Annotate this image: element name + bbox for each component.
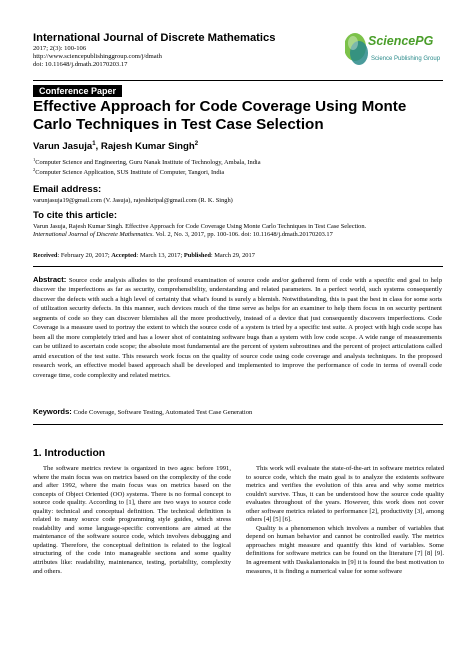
article-title: Effective Approach for Code Coverage Using Monte Carlo Techniques in Test Case Selection — [33, 98, 407, 133]
journal-meta — [33, 45, 162, 69]
cite-line-2 — [33, 231, 333, 238]
published-date: : March 29, 2017 — [210, 252, 255, 259]
publisher-logo-text: SciencePG — [368, 34, 434, 48]
keywords-bottom-rule — [33, 424, 443, 425]
volume-line: 2017; 2(3): 100-106 — [33, 45, 87, 52]
accepted-label: Accepted — [111, 252, 137, 259]
affiliation-1-mark: 1 — [33, 157, 36, 162]
intro-left-paragraph: The software metrics review is organized in two ages: before 1991, where the main focus was on metrics based on the complexity of the code and after 1992, where the main focus was on metrics based on the concepts of Object Oriented (OO) systems. There is no formal concept to source code quality. According to [1], there are two ways to source code quality: technical and conceptual definition. The technical definition is related to many source code programming style guides, which stress readability and some language-specific conventions are aimed at the maintenance of the software source code, which involves debugging and updating. Therefore, the conceptual definition is related to the logical structuring of the code into manageable sections and some quality attributes like: readability, maintenance, testing, portability, complexity and others. — [33, 465, 231, 575]
author-2: Rajesh Kumar Singh — [100, 141, 195, 153]
keywords-label: Keywords: — [33, 407, 72, 416]
section-heading-introduction: 1. Introduction — [33, 448, 106, 459]
intro-left-column — [33, 465, 231, 576]
affiliation-2 — [33, 167, 224, 176]
cite-heading: To cite this article: — [33, 210, 118, 221]
published-label: Published — [183, 252, 211, 259]
accepted-date: : March 13, 2017; — [136, 252, 184, 259]
cite-details: Vol. 2, No. 3, 2017, pp. 100-106. doi: 10.11648/j.dmath.20170203.17 — [154, 231, 333, 238]
cite-line-1: Varun Jasuja, Rajesh Kumar Singh. Effective Approach for Code Coverage Using Monte Carlo Techniques in Test Case Selection. — [33, 223, 367, 230]
author-line: Varun Jasuja$^1$, Rajesh Kumar Singh$^2$ — [33, 141, 199, 153]
abstract — [33, 275, 442, 380]
intro-right-paragraph-1: This work will evaluate the state-of-the-art in software metrics related to source code, which the main goal is to analyze the existents software metrics and verifies the evolution of this area and why some metrics couldn't survive. Thus, it can be understood how the source code quality evaluates throughout of the years. However, this work does not cover other software metrics related to performance [2], productivity [3], among others [4] [5] [6]. — [246, 465, 444, 524]
affiliation-1 — [33, 157, 261, 166]
url-line[interactable]: http://www.sciencepublishinggroup.com/j/dmath — [33, 53, 162, 60]
affiliation-2-mark: 2 — [33, 167, 36, 172]
abstract-top-rule — [33, 266, 443, 267]
keywords-text: Code Coverage, Software Testing, Automated Test Case Generation — [71, 409, 253, 416]
author-1: Varun Jasuja — [33, 141, 93, 153]
affiliation-1-text: Computer Science and Engineering, Guru Nanak Institute of Technology, Ambala, India — [35, 159, 261, 167]
article-dates — [33, 252, 255, 259]
publisher-logo-subtext: Science Publishing Group — [371, 56, 441, 62]
intro-right-paragraph-2: Quality is a phenomenon which involves a number of variables that depend on human behavior and cannot be controlled easily. The metrics approaches might measure and quantify this kind of variables. Some definitions for software metrics can be found on the literature [7] [8] [9]. In agreement with Daskalantonakis in [9] it is found the best motivation to measures, it is finding a numerical value for some software — [246, 524, 444, 575]
abstract-text: Source code analysis alludes to the profound examination of source code and/or gathered form of code with a specific end goal to help discover the imperfections as far as security, comprehensibility, understanding and related parameters. In a perfect world, such systems consequently discover the defects with such a high level of certainty that what's found is surely a blemish. Notwithstanding, this is past the best in class for some sorts of utilization security defects. In this manner, such devices much of the time serve as helps for an examiner to help them focus in on security pertinent segments of code so they can discover blemishes all the more productively, instead of a device that just consequently discovers imperfections. Code Coverage is a measure used to portray the extent to which the source code of a system is tried by a specific test suite. A project with high code scope has been all the more completely tried and has a lower shot of containing software bugs than a system with low code scope. A wide range of measurements can be utilized to ascertain code scope; the absolute most fundamental are the percent of system subroutines and the percent of project articulations called amid execution of the test suite. This research work focus on the quality of source code using code coverage and analysis techniques. In the proposed research work, an effective model based approach shall be developed and implemented to improve the performance of code in terms of overall code coverage time, code complexity and related metrics. — [33, 277, 442, 379]
intro-right-column — [246, 465, 444, 576]
received-label: Received — [33, 252, 58, 259]
journal-title: International Journal of Discrete Mathematics — [33, 32, 276, 44]
received-date: : February 20, 2017; — [57, 252, 112, 259]
author-2-affil-mark: 2 — [194, 141, 199, 147]
keywords — [33, 407, 252, 416]
doi-line: doi: 10.11648/j.dmath.20170203.17 — [33, 61, 128, 68]
article-type-badge: Conference Paper — [33, 85, 122, 97]
abstract-label: Abstract: — [33, 275, 67, 284]
email-line[interactable]: varunjasuja19@gmail.com (V. Jasuja), rajeshkripal@gmail.com (R. K. Singh) — [33, 197, 233, 204]
email-heading: Email address: — [33, 184, 102, 195]
cite-journal: International Journal of Discrete Mathematics. — [33, 231, 154, 238]
affiliation-2-text: Computer Science Application, SUS Institute of Computer, Tangori, India — [35, 169, 225, 177]
author-1-affil-mark: 1 — [92, 141, 96, 147]
header-divider — [33, 80, 443, 81]
